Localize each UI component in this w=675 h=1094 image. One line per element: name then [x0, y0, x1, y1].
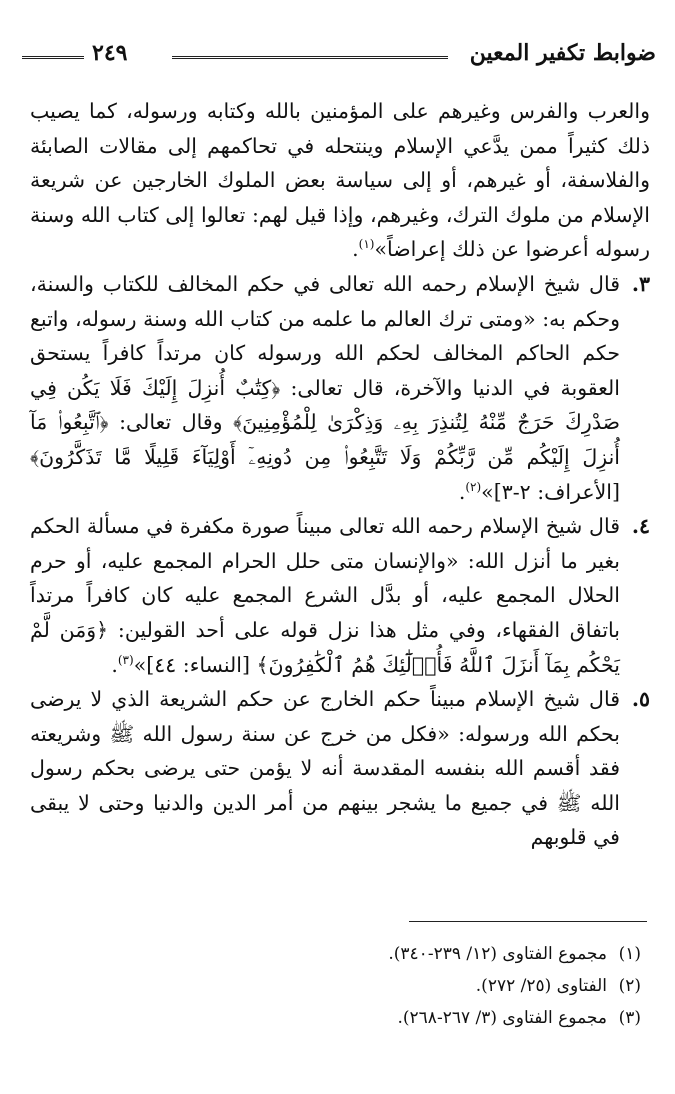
- list-item: [30, 682, 650, 855]
- item-text-wrap: قال شيخ الإسلام رحمه الله تعالى في حكم المخالف للكتاب والسنة، وحكم به: «ومتى ترك العالم ما علمه من كتاب الله وسنة رسوله، واتبع حكم الحاكم المخالف لحكم الله ورسوله كان مرتداً كافراً يستحق العقوبة في الدنيا والآخرة، قال تعالى: ﴿كِتَٰبٌ أُنزِلَ إِلَيْكَ فَلَا يَكُن فِي صَدْرِكَ حَرَجٌ مِّنْهُ لِتُنذِرَ بِهِۦ وَذِكْرَىٰ لِلْمُؤْمِنِينَ﴾ وقال تعالى: ﴿ٱتَّبِعُوا۟ مَآ أُنزِلَ إِلَيْكُم مِّن رَّبِّكُمْ وَلَا تَتَّبِعُوا۟ مِن دُونِهِۦٓ أَوْلِيَآءَ قَلِيلًا مَّا تَذَكَّرُونَ﴾ [الأعراف: ٢-٣]»$^{(٢)}$.: [30, 271, 620, 504]
- footnote-number: (٢): [618, 976, 641, 996]
- footnote-separator: [409, 921, 647, 922]
- footnote-text: مجموع الفتاوى (٣/ ٢٦٧-٢٦٨).: [397, 1008, 607, 1028]
- header-rule-left: [22, 56, 84, 59]
- footnote: [41, 1002, 641, 1034]
- footnote-ref: (٢): [465, 479, 482, 494]
- item-number: ٤.: [631, 514, 650, 539]
- item-number: ٣.: [631, 271, 650, 296]
- page-number: ٢٤٩: [92, 40, 128, 66]
- item-text-wrap: [30, 682, 620, 855]
- item-text: قال شيخ الإسلام مبيناً حكم الخارج عن حكم الشريعة الذي لا يرضى بحكم الله ورسوله: «فكل من خرج عن سنة رسول الله ﷺ وشريعته فقد أقسم الله بنفسه المقدسة أنه لا يؤمن حتى يرضى بحكم رسول الله ﷺ في جميع ما يشجر بينهم من أمر الدين والدنيا وحتى لا يبقى في قلوبهم: [30, 687, 620, 850]
- item-text: قال شيخ الإسلام رحمه الله تعالى مبيناً صورة مكفرة في مسألة الحكم بغير ما أنزل الله: «والإنسان متى حلل الحرام المجمع عليه، أو حرم الحلال المجمع عليه، أو بدَّل الشرع المجمع عليه كان كافراً مرتداً باتفاق الفقهاء، وفي مثل هذا نزل قوله على أحد القولين: ﴿وَمَن لَّمْ يَحْكُم بِمَآ أَنزَلَ ٱللَّهُ فَأُو۟لَٰٓئِكَ هُمُ ٱلْكَٰفِرُونَ﴾ [النساء: ٤٤]»: [30, 514, 620, 677]
- main-text: [30, 94, 650, 855]
- footnote: [41, 938, 641, 970]
- list-item: [30, 267, 650, 509]
- footnotes: [41, 938, 641, 1034]
- header-rule: [172, 56, 448, 59]
- footnote-number: (٣): [618, 1008, 641, 1028]
- chapter-title: ضوابط تكفير المعين: [469, 40, 656, 66]
- item-number: ٥.: [631, 687, 650, 712]
- running-header: [22, 38, 656, 74]
- footnote-number: (١): [618, 944, 641, 964]
- intro-paragraph: والعرب والفرس وغيرهم على المؤمنين بالله وكتابه ورسوله، كما يصيب ذلك كثيراً ممن يدَّعي الإسلام وينتحله في تحاكمهم إلى مقالات الصابئة والفلاسفة، أو غيرهم، أو إلى سياسة بعض الملوك الخارجين عن شريعة الإسلام من ملوك الترك، وغيرهم، وإذا قيل لهم: تعالوا إلى كتاب الله وسنة رسوله أعرضوا عن ذلك إعراضاً»$^{(١)}$.: [30, 99, 650, 262]
- intro-text: والعرب والفرس وغيرهم على المؤمنين بالله وكتابه ورسوله، كما يصيب ذلك كثيراً ممن يدَّعي الإسلام وينتحله في تحاكمهم إلى مقالات الصابئة والفلاسفة، أو غيرهم، أو إلى سياسة بعض الملوك الخارجين عن شريعة الإسلام من ملوك الترك، وغيرهم، وإذا قيل لهم: تعالوا إلى كتاب الله وسنة رسوله أعرضوا عن ذلك إعراضاً»: [30, 99, 650, 262]
- footnote-text: مجموع الفتاوى (١٢/ ٢٣٩-٣٤٠).: [388, 944, 607, 964]
- footnote: [41, 970, 641, 1002]
- footnote-ref: (٣): [117, 652, 134, 667]
- item-text: قال شيخ الإسلام رحمه الله تعالى في حكم المخالف للكتاب والسنة، وحكم به: «ومتى ترك العالم ما علمه من كتاب الله وسنة رسوله، واتبع حكم الحاكم المخالف لحكم الله ورسوله كان مرتداً كافراً يستحق العقوبة في الدنيا والآخرة، قال تعالى: ﴿كِتَٰبٌ أُنزِلَ إِلَيْكَ فَلَا يَكُن فِي صَدْرِكَ حَرَجٌ مِّنْهُ لِتُنذِرَ بِهِۦ وَذِكْرَىٰ لِلْمُؤْمِنِينَ﴾ وقال تعالى: ﴿ٱتَّبِعُوا۟ مَآ أُنزِلَ إِلَيْكُم مِّن رَّبِّكُمْ وَلَا تَتَّبِعُوا۟ مِن دُونِهِۦٓ أَوْلِيَآءَ قَلِيلًا مَّا تَذَكَّرُونَ﴾ [الأعراف: ٢-٣]»: [30, 271, 620, 504]
- item-text-wrap: قال شيخ الإسلام رحمه الله تعالى مبيناً صورة مكفرة في مسألة الحكم بغير ما أنزل الله: «والإنسان متى حلل الحرام المجمع عليه، أو حرم الحلال المجمع عليه، أو بدَّل الشرع المجمع عليه كان كافراً مرتداً باتفاق الفقهاء، وفي مثل هذا نزل قوله على أحد القولين: ﴿وَمَن لَّمْ يَحْكُم بِمَآ أَنزَلَ ٱللَّهُ فَأُو۟لَٰٓئِكَ هُمُ ٱلْكَٰفِرُونَ﴾ [النساء: ٤٤]»$^{(٣)}$.: [30, 514, 620, 677]
- footnote-text: الفتاوى (٢٥/ ٢٧٢).: [475, 976, 607, 996]
- footnote-ref: (١): [358, 237, 375, 252]
- list-item: [30, 509, 650, 682]
